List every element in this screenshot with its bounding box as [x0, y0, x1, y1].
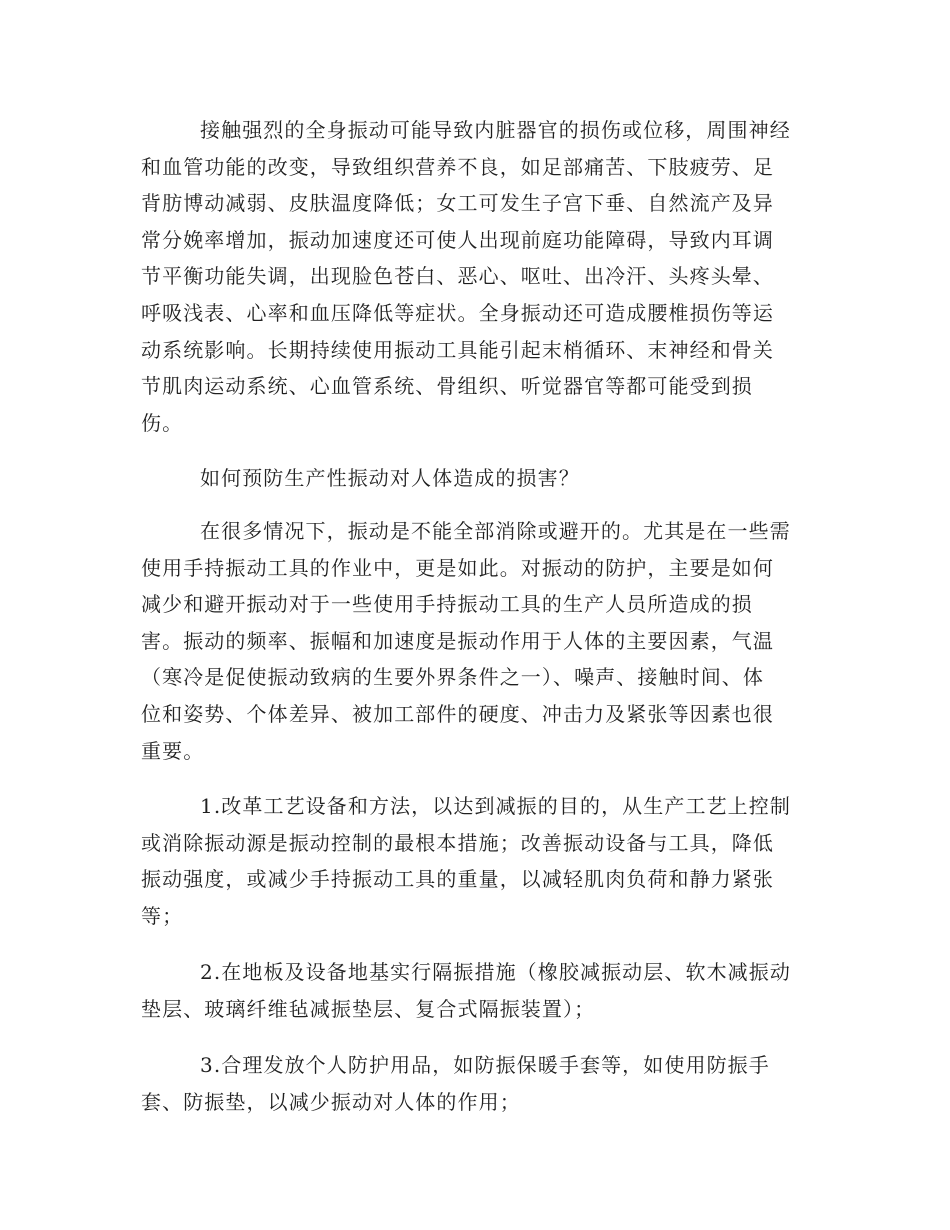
question-heading: 如何预防生产性振动对人体造成的损害？	[200, 466, 580, 490]
text-line: 使用手持振动工具的作业中，更是如此。对振动的防护，主要是如何	[141, 555, 774, 580]
text-line: 动系统影响。长期持续使用振动工具能引起末梢循环、末神经和骨关	[141, 337, 774, 362]
list-item-3	[141, 1047, 811, 1120]
text-line: 或消除振动源是振动控制的最根本措施；改善振动设备与工具，降低	[141, 830, 774, 855]
text-line: 3.合理发放个人防护用品，如防振保暖手套等，如使用防振手	[200, 1053, 770, 1077]
text-line: 呼吸浅表、心率和血压降低等症状。全身振动还可造成腰椎损伤等运	[141, 300, 774, 325]
text-line: 位和姿势、个体差异、被加工部件的硬度、冲击力及紧张等因素也很	[141, 701, 774, 726]
text-line: 常分娩率增加，振动加速度还可使人出现前庭功能障碍，导致内耳调	[141, 227, 774, 252]
text-line: 减少和避开振动对于一些使用手持振动工具的生产人员所造成的损	[141, 592, 753, 617]
text-line: 和血管功能的改变，导致组织营养不良，如足部痛苦、下肢疲劳、足	[141, 154, 774, 179]
text-line: 2.在地板及设备地基实行隔振措施（橡胶减振动层、软木减振动	[200, 960, 791, 984]
text-line: 套、防振垫，以减少振动对人体的作用；	[141, 1089, 521, 1114]
text-line: 重要。	[141, 738, 205, 763]
section-question-heading	[141, 460, 811, 497]
text-line: 接触强烈的全身振动可能导致内脏器官的损伤或位移，周围神经	[200, 118, 791, 142]
text-line: 1.改革工艺设备和方法，以达到减振的目的，从生产工艺上控制	[200, 794, 791, 818]
text-line: 背肪博动减弱、皮肤温度降低；女工可发生子宫下垂、自然流产及异	[141, 191, 774, 216]
text-line: 振动强度，或减少手持振动工具的重量，以减轻肌肉负荷和静力紧张	[141, 867, 774, 892]
text-line: 等；	[141, 903, 184, 928]
text-line: 节肌肉运动系统、心血管系统、骨组织、听觉器官等都可能受到损	[141, 374, 753, 399]
paragraph-prevention-intro	[141, 513, 811, 769]
list-item-1	[141, 788, 811, 934]
text-line: 伤。	[141, 410, 184, 435]
list-item-2	[141, 954, 811, 1027]
text-line: 节平衡功能失调，出现脸色苍白、恶心、呕吐、出冷汗、头疼头晕、	[141, 264, 774, 289]
text-line: 在很多情况下，振动是不能全部消除或避开的。尤其是在一些需	[200, 519, 791, 543]
text-line: （寒冷是促使振动致病的生要外界条件之一）、噪声、接触时间、体	[141, 665, 764, 690]
paragraph-vibration-effects	[141, 112, 811, 441]
text-line: 害。振动的频率、振幅和加速度是振动作用于人体的主要因素，气温	[141, 628, 774, 653]
text-line: 垫层、玻璃纤维毡减振垫层、复合式隔振装置）；	[141, 996, 596, 1021]
